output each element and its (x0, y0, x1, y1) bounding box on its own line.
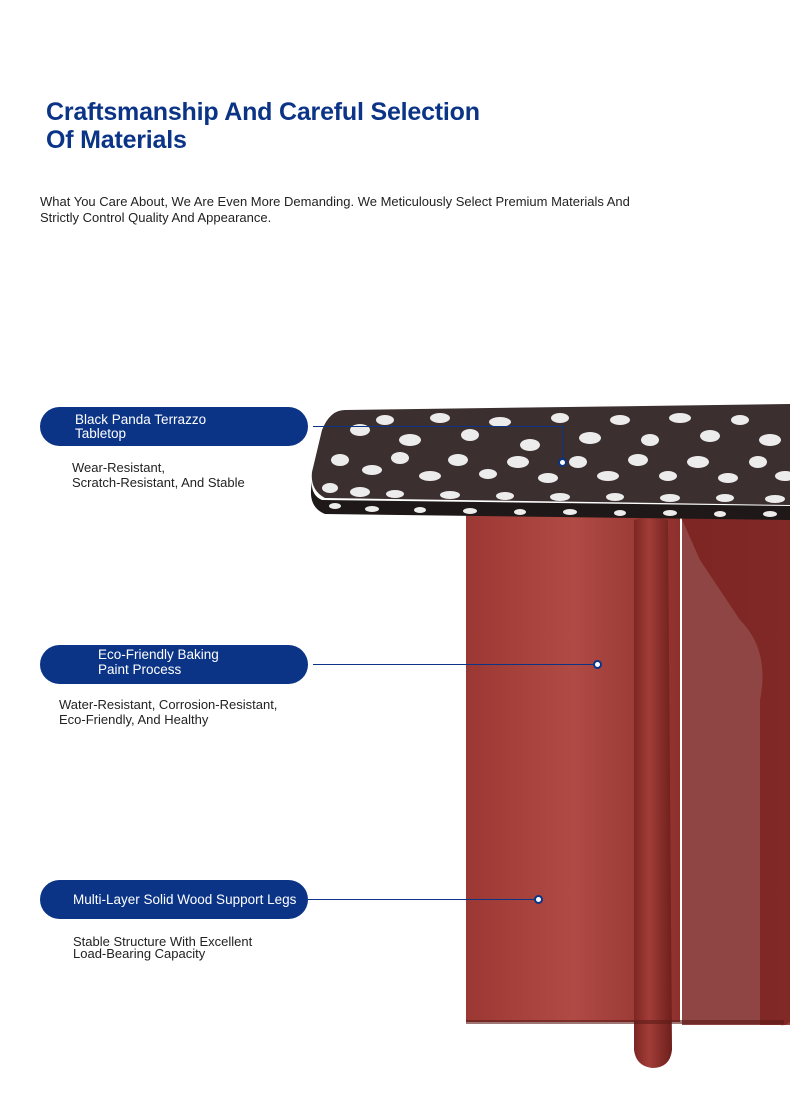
feature-paint-label (40, 645, 308, 684)
feature-paint-label-line1: Eco-Friendly Baking (98, 647, 219, 662)
feature-paint-desc (59, 697, 277, 727)
intro-text-line1: What You Care About, We Are Even More Demanding. We Meticulously Select Premium Materials And (40, 194, 630, 209)
feature-legs-label (40, 880, 308, 919)
intro-text (40, 194, 730, 226)
feature-tabletop-desc (72, 460, 245, 490)
feature-tabletop-desc-line2: Scratch-Resistant, And Stable (72, 475, 245, 490)
callout-dot-paint (593, 660, 602, 669)
feature-paint-desc-line2: Eco-Friendly, And Healthy (59, 712, 209, 727)
callout-line-legs (308, 899, 536, 900)
feature-legs-desc-line2: Load-Bearing Capacity (73, 946, 206, 961)
terrazzo-tabletop (311, 404, 790, 520)
callout-dot-tabletop (558, 458, 567, 467)
callout-line-tabletop-vertical (563, 426, 564, 459)
callout-line-tabletop (313, 426, 563, 427)
section-title (46, 98, 516, 154)
intro-text-line2: Strictly Control Quality And Appearance. (40, 210, 272, 225)
right-leg-block (682, 515, 790, 1025)
feature-legs-desc-line1: Stable Structure With Excellent (73, 934, 253, 949)
section-title-line1: Craftsmanship And Careful Selection (46, 98, 480, 126)
callout-line-paint (313, 664, 596, 665)
feature-legs-desc (73, 936, 252, 960)
side-leg-fin (634, 518, 672, 1069)
section-title-line2: Of Materials (46, 126, 187, 154)
feature-tabletop-label-line2: Tabletop (75, 426, 127, 441)
feature-tabletop-label-line1: Black Panda Terrazzo (75, 412, 207, 427)
feature-paint-desc-line1: Water-Resistant, Corrosion-Resistant, (59, 697, 278, 712)
feature-tabletop-desc-line1: Wear-Resistant, (72, 460, 165, 475)
feature-paint-label-line2: Paint Process (98, 662, 182, 677)
callout-dot-legs (534, 895, 543, 904)
feature-legs-label-line1: Multi-Layer Solid Wood Support Legs (73, 892, 297, 907)
feature-tabletop-label (40, 407, 308, 446)
